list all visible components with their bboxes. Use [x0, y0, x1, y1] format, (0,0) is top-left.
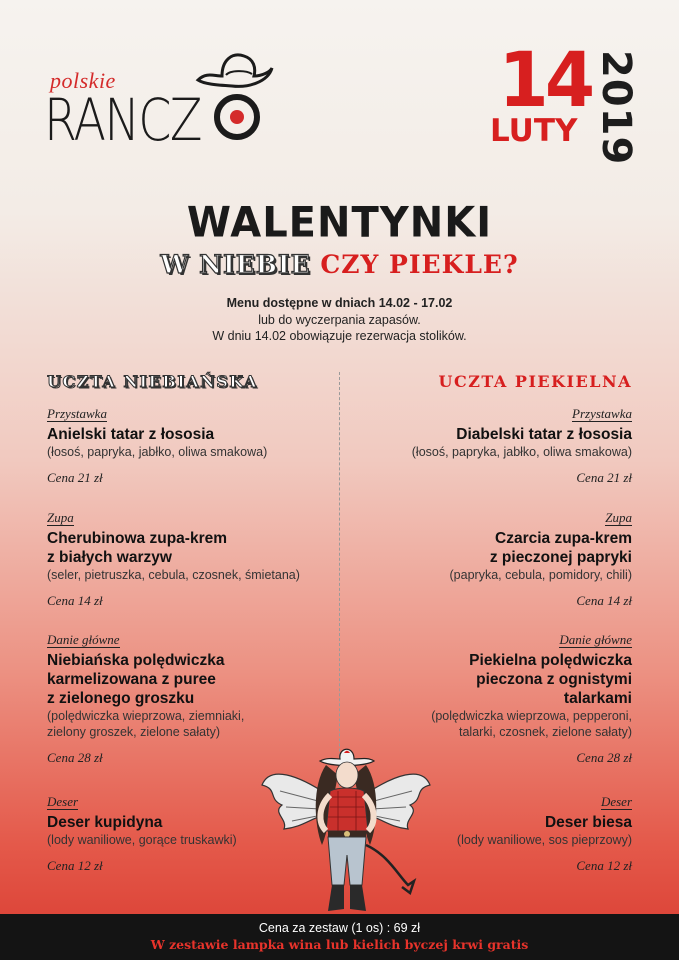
course-type: Danie główne — [559, 632, 632, 647]
angel-devil-cowgirl-illustration — [258, 735, 434, 917]
event-date — [488, 35, 639, 166]
dish-desc: (łosoś, papryka, jabłko, oliwa smakowa) — [411, 445, 632, 459]
course-type: Deser — [47, 794, 79, 809]
heaven-menu — [47, 372, 337, 873]
page-subtitle — [0, 250, 679, 279]
hell-title: UCZTA PIEKIELNA — [438, 372, 632, 391]
dish-desc: (papryka, cebula, pomidory, chili) — [449, 568, 632, 582]
dish-name: Deser biesa — [544, 814, 632, 831]
dish-desc: (polędwiczka wieprzowa, ziemniaki, zielony groszek, zielone sałaty) — [47, 709, 245, 739]
brand-main-text: RANCZ — [44, 86, 201, 154]
brand-o-mark — [214, 94, 260, 140]
cowboy-hat-icon — [192, 42, 274, 102]
dish-name: Deser kupidyna — [47, 814, 163, 831]
course-type: Deser — [600, 794, 632, 809]
hell-menu — [342, 372, 632, 873]
footer-bar — [0, 914, 679, 960]
dish-price: Cena 21 zł — [576, 470, 632, 485]
dish-price: Cena 12 zł — [576, 858, 632, 873]
course-type: Zupa — [605, 510, 632, 525]
dish-name: Niebiańska polędwiczka karmelizowana z puree z zielonego groszku — [47, 652, 225, 707]
dish-price: Cena 28 zł — [576, 750, 632, 765]
course-type: Przystawka — [572, 406, 632, 421]
heaven-title: UCZTA NIEBIAŃSKA — [47, 372, 258, 391]
dish-name: Diabelski tatar z łososia — [456, 426, 632, 443]
dish-price: Cena 14 zł — [47, 593, 103, 608]
dish-desc: (polędwiczka wieprzowa, pepperoni, talarki, czosnek, zielone sałaty) — [431, 709, 632, 739]
brand-top-text: polskie — [50, 68, 116, 93]
subtitle-heaven: W NIEBIE — [160, 250, 311, 279]
dish-price: Cena 28 zł — [47, 750, 103, 765]
info-dates: Menu dostępne w dniach 14.02 - 17.02 — [226, 296, 453, 310]
info-reservation: W dniu 14.02 obowiązuje rezerwacja stolików. — [212, 329, 467, 343]
dish-price: Cena 14 zł — [576, 593, 632, 608]
set-bonus: W zestawie lampka wina lub kielich byczej krwi gratis — [150, 937, 529, 952]
heaven-course-starter — [47, 406, 337, 486]
brand-logo — [44, 42, 274, 152]
dish-price: Cena 21 zł — [47, 470, 103, 485]
hell-course-soup — [342, 510, 632, 609]
dish-desc: (lody waniliowe, sos pieprzowy) — [456, 833, 632, 847]
dish-desc: (lody waniliowe, gorące truskawki) — [47, 833, 237, 847]
dish-name: Cherubinowa zupa-krem z białych warzyw — [47, 530, 227, 566]
course-type: Danie główne — [47, 632, 120, 647]
availability-info — [0, 295, 679, 345]
dish-desc: (łosoś, papryka, jabłko, oliwa smakowa) — [47, 445, 268, 459]
dish-price: Cena 12 zł — [47, 858, 103, 873]
set-price: Cena za zestaw (1 os) : 69 zł — [258, 921, 421, 935]
page-title: WALENTYNKI — [186, 198, 493, 248]
subtitle-hell: CZY PIEKLE? — [320, 250, 519, 279]
course-type: Przystawka — [47, 406, 107, 421]
info-stock: lub do wyczerpania zapasów. — [258, 312, 421, 327]
dish-name: Anielski tatar z łososia — [47, 426, 215, 443]
course-type: Zupa — [47, 510, 74, 525]
date-month: LUTY — [490, 113, 578, 149]
dish-desc: (seler, pietruszka, cebula, czosnek, śmietana) — [47, 568, 300, 582]
hell-course-starter — [342, 406, 632, 486]
date-year: 2019 — [593, 50, 639, 166]
dish-name: Czarcia zupa-krem z pieczonej papryki — [489, 530, 632, 566]
dish-name: Piekielna polędwiczka pieczona z ognistymi talarkami — [469, 652, 632, 707]
heaven-course-soup — [47, 510, 337, 609]
date-day: 14 — [498, 35, 592, 124]
